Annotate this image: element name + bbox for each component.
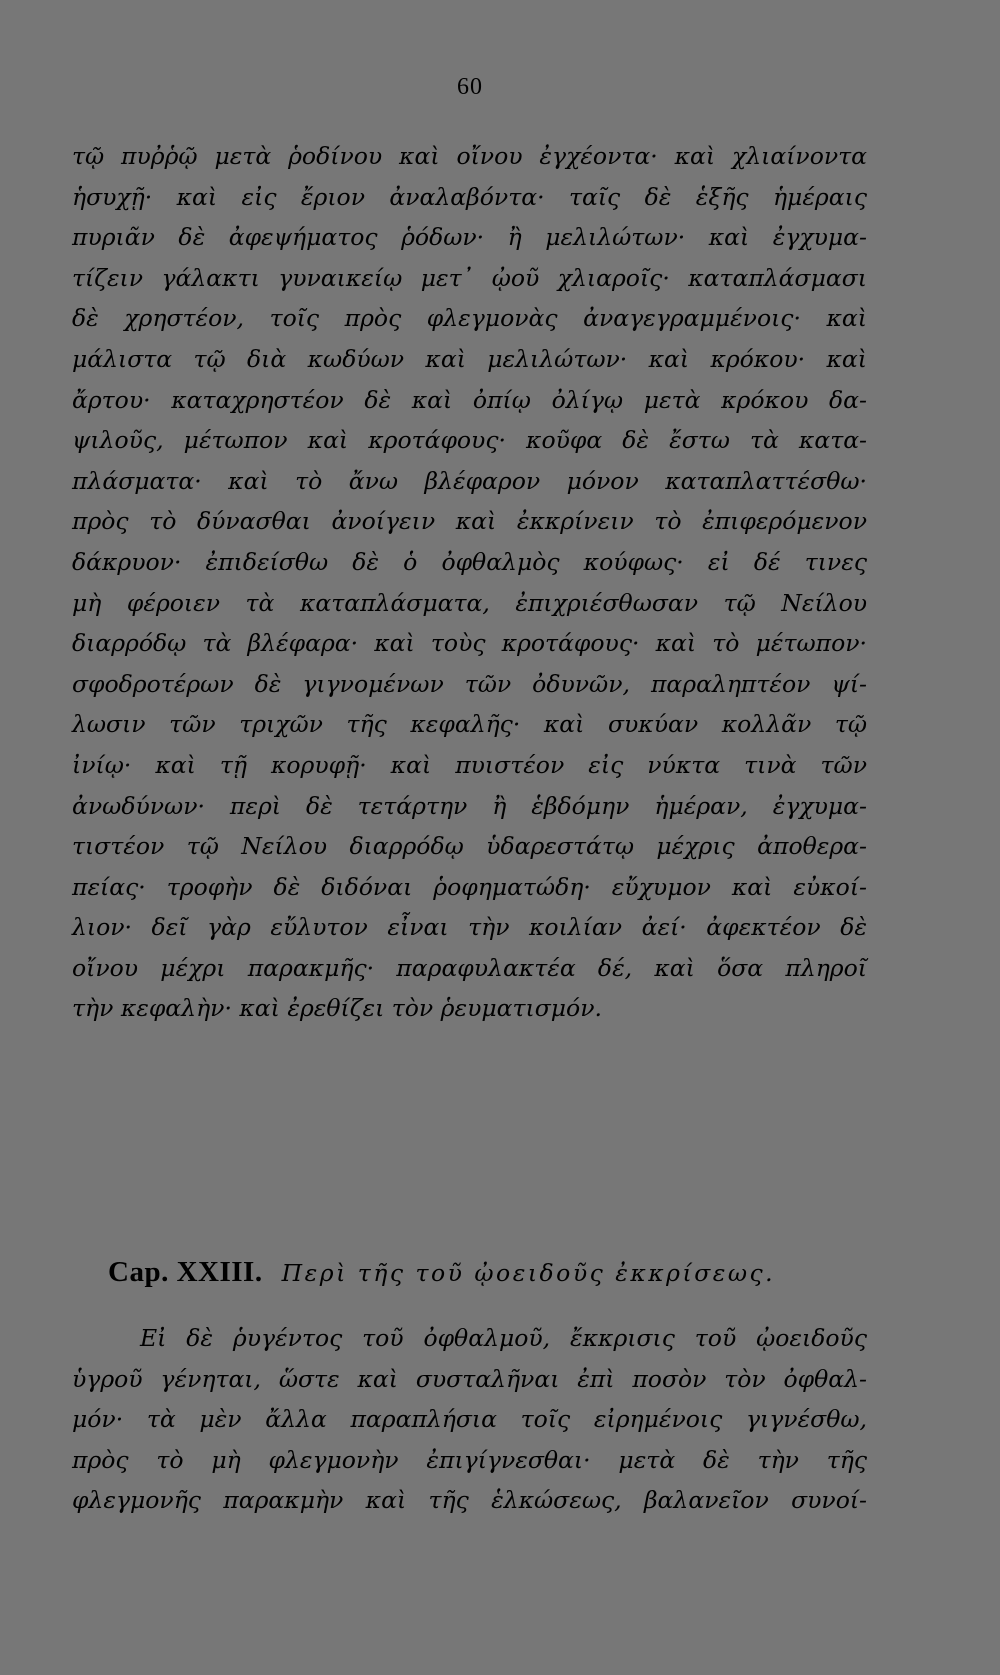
text-line: μάλιστα τῷ διὰ κωδύων καὶ μελιλώτων· καὶ κρόκου· καὶ	[72, 344, 867, 373]
text-line: τιστέον τῷ Νείλου διαρρόδῳ ὑδαρεστάτῳ μέχρις ἀποθερα-	[72, 832, 867, 861]
text-line: οἴνου μέχρι παρακμῆς· παραφυλακτέα δέ, καὶ ὅσα πληροῖ	[72, 953, 867, 982]
text-line: πρὸς τὸ δύνασθαι ἀνοίγειν καὶ ἐκκρίνειν τὸ ἐπιφερόμενον	[72, 507, 867, 536]
text-line: διαρρόδῳ τὰ βλέφαρα· καὶ τοὺς κροτάφους· καὶ τὸ μέτωπον·	[72, 629, 867, 658]
text-line: ψιλοῦς, μέτωπον καὶ κροτάφους· κοῦφα δὲ ἔστω τὰ κατα-	[72, 426, 867, 455]
text-line: μόν· τὰ μὲν ἄλλα παραπλήσια τοῖς εἰρημένοις γιγνέσθω,	[72, 1405, 867, 1434]
text-line: δάκρυον· ἐπιδείσθω δὲ ὁ ὀφθαλμὸς κούφως· εἰ δέ τινες	[72, 547, 867, 576]
text-line: ἀνωδύνων· περὶ δὲ τετάρτην ἢ ἑβδόμην ἡμέραν, ἐγχυμα-	[72, 791, 867, 820]
text-line: Εἰ δὲ ῥυγέντος τοῦ ὀφθαλμοῦ, ἔκκρισις τοῦ ᾠοειδοῦς	[140, 1324, 867, 1352]
text-line: λιον· δεῖ γὰρ εὔλυτον εἶναι τὴν κοιλίαν ἀεί· ἀφεκτέον δὲ	[72, 913, 867, 942]
main-text-block	[72, 136, 867, 1029]
chapter-title: Περὶ τῆς τοῦ ᾠοειδοῦς ἐκκρίσεως.	[281, 1259, 776, 1287]
text-line: πλάσματα· καὶ τὸ ἄνω βλέφαρον μόνον καταπλαττέσθω·	[72, 466, 867, 495]
text-line: ἡσυχῇ· καὶ εἰς ἔριον ἀναλαβόντα· ταῖς δὲ ἑξῆς ἡμέραις	[72, 182, 867, 211]
text-line: τὴν κεφαλὴν· καὶ ἐρεθίζει τὸν ῥευματισμόν.	[72, 994, 602, 1023]
text-line: φλεγμονῆς παρακμὴν καὶ τῆς ἑλκώσεως, βαλανεῖον συνοί-	[72, 1486, 867, 1515]
text-line: πείας· τροφὴν δὲ διδόναι ῥοφηματώδη· εὔχυμον καὶ εὐκοί-	[72, 872, 867, 901]
text-line: τῷ πυῤῥῷ μετὰ ῥοδίνου καὶ οἴνου ἐγχέοντα· καὶ χλιαίνοντα	[72, 142, 867, 170]
text-line: ἄρτου· καταχρηστέον δὲ καὶ ὀπίῳ ὀλίγῳ μετὰ κρόκου δα-	[72, 385, 867, 414]
page-number: 60	[457, 74, 483, 100]
text-line: ὑγροῦ γένηται, ὥστε καὶ συσταλῆναι ἐπὶ ποσὸν τὸν ὀφθαλ-	[72, 1364, 867, 1393]
text-line: πρὸς τὸ μὴ φλεγμονὴν ἐπιγίγνεσθαι· μετὰ δὲ τὴν τῆς	[72, 1445, 867, 1474]
text-line: σφοδροτέρων δὲ γιγνομένων τῶν ὀδυνῶν, παραληπτέον ψί-	[72, 669, 867, 698]
text-line: δὲ χρηστέον, τοῖς πρὸς φλεγμονὰς ἀναγεγραμμένοις· καὶ	[72, 304, 867, 333]
text-line: τίζειν γάλακτι γυναικείῳ μετ᾽ ᾠοῦ χλιαροῖς· καταπλάσμασι	[72, 263, 867, 292]
chapter-text-block	[72, 1318, 867, 1521]
text-line: μὴ φέροιεν τὰ καταπλάσματα, ἐπιχριέσθωσαν τῷ Νείλου	[72, 588, 867, 617]
chapter-heading	[108, 1256, 868, 1289]
text-line: ἰνίῳ· καὶ τῇ κορυφῇ· καὶ πυιστέον εἰς νύκτα τινὰ τῶν	[72, 750, 867, 779]
text-line: λωσιν τῶν τριχῶν τῆς κεφαλῆς· καὶ συκύαν κολλᾶν τῷ	[72, 710, 867, 739]
chapter-number: Cap. XXIII.	[108, 1256, 263, 1288]
text-line: πυριᾶν δὲ ἀφεψήματος ῥόδων· ἢ μελιλώτων· καὶ ἐγχυμα-	[72, 223, 867, 252]
